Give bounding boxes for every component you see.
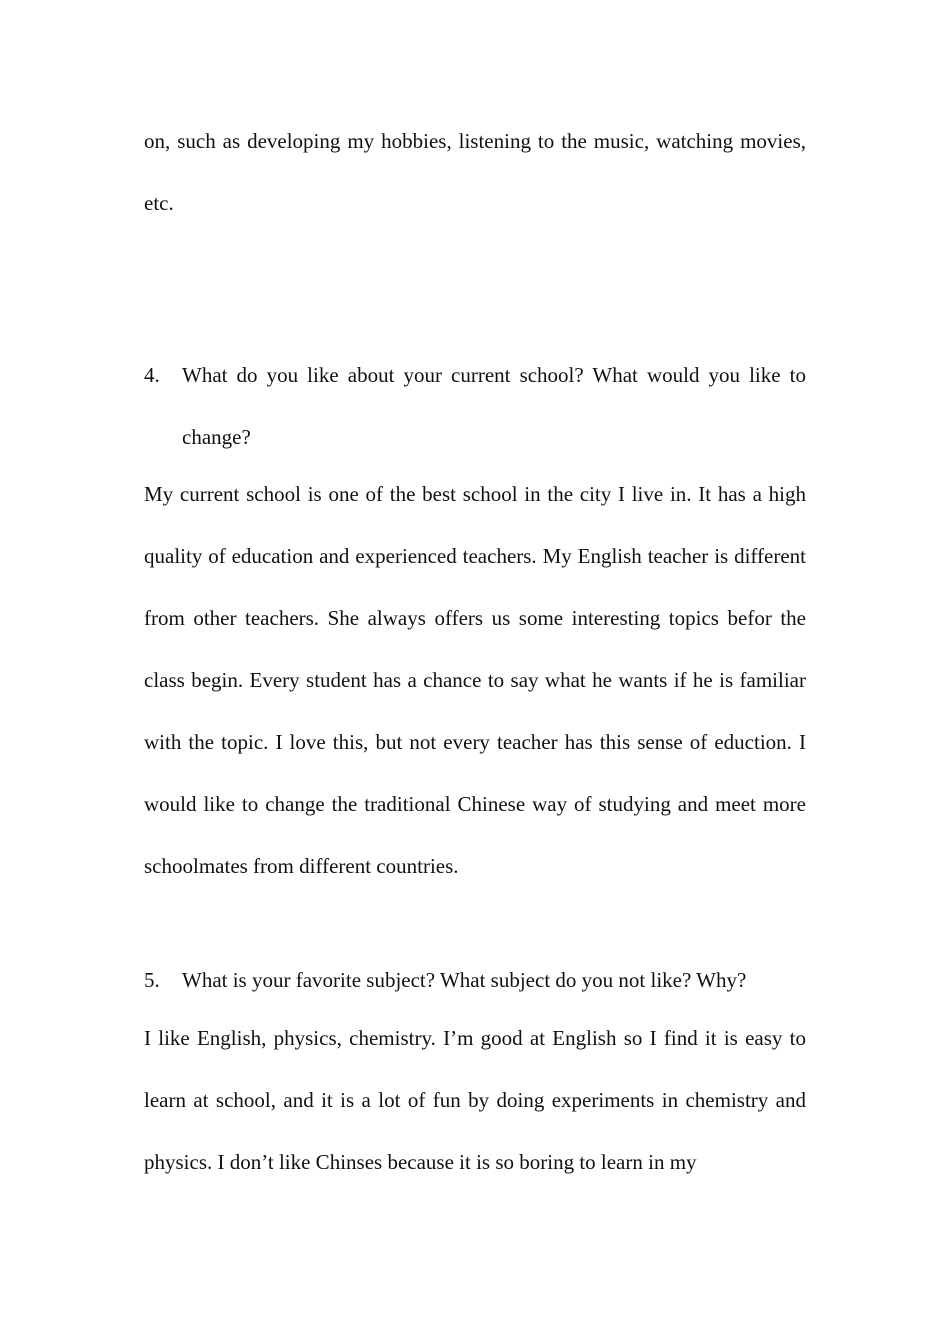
answer-5-text: I like English, physics, chemistry. I’m good at English so I find it is easy to learn at school, and it is a lot of fun by doing experiments in chemistry and physics. I don’t like Chinses because it is so boring to learn in my [144, 1026, 806, 1174]
answer-4 [144, 463, 806, 897]
answer-5 [144, 1007, 806, 1193]
question-5 [144, 949, 806, 1011]
question-5-number: 5. [144, 968, 160, 992]
intro-text: on, such as developing my hobbies, listening to the music, watching movies, etc. [144, 129, 806, 215]
question-4-text: What do you like about your current school? What would you like to change? [182, 363, 806, 449]
answer-4-text: My current school is one of the best school in the city I live in. It has a high quality of education and experienced teachers. My English teacher is different from other teachers. She always offers us some interesting topics befor the class begin. Every student has a chance to say what he wants if he is familiar with the topic. I love this, but not every teacher has this sense of eduction. I would like to change the traditional Chinese way of studying and meet more schoolmates from different countries. [144, 482, 806, 878]
intro-paragraph [144, 110, 806, 234]
question-4-number: 4. [144, 363, 160, 387]
question-4 [144, 344, 806, 468]
question-5-text: What is your favorite subject? What subject do you not like? Why? [182, 968, 747, 992]
